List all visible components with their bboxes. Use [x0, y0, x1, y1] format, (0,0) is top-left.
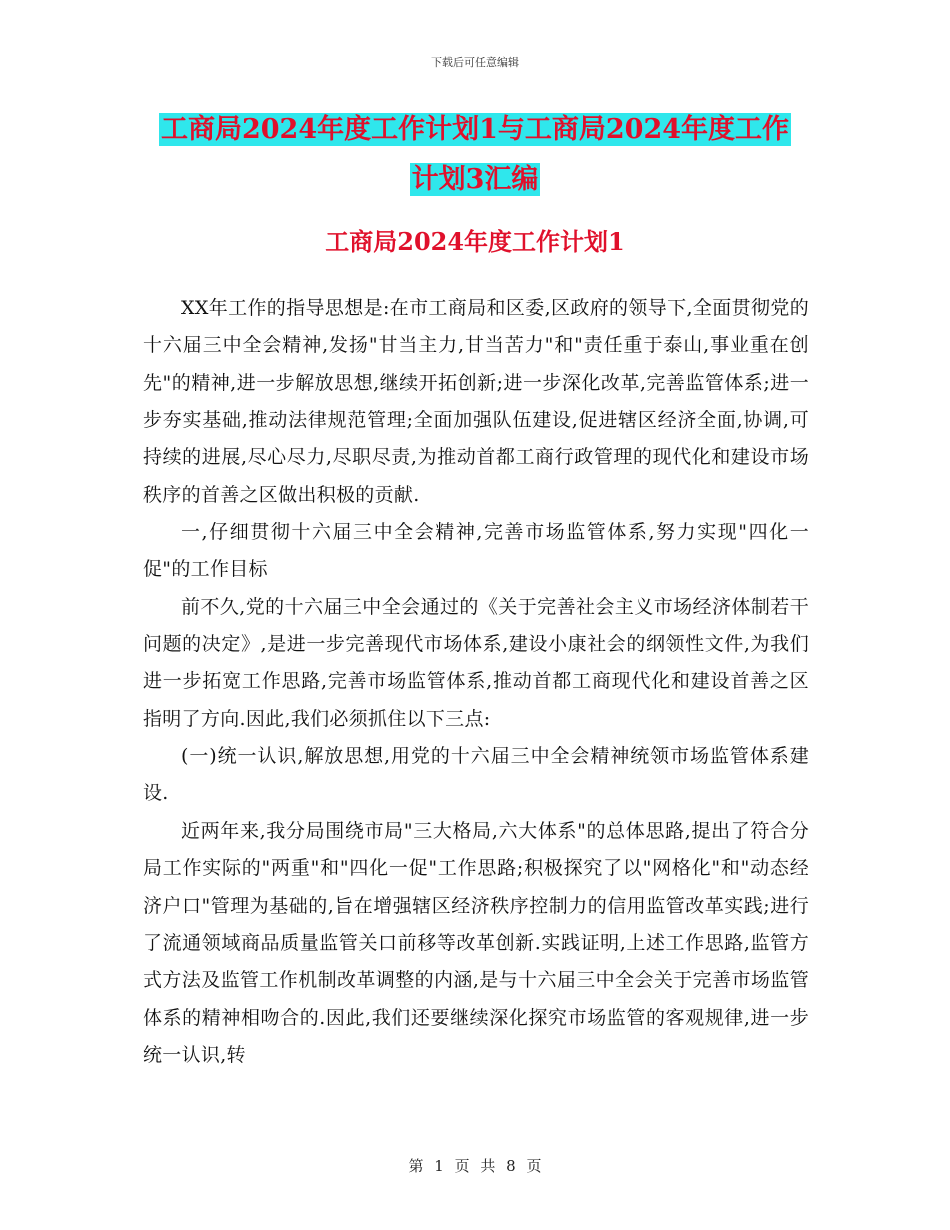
- body-text: [143, 290, 809, 1074]
- document-title-line2: 计划3汇编: [411, 164, 539, 195]
- paragraph: (一)统一认识,解放思想,用党的十六届三中全会精神统领市场监管体系建设.: [143, 745, 809, 805]
- header-note: 下载后可任意编辑: [431, 56, 519, 69]
- paragraph: 一,仔细贯彻十六届三中全会精神,完善市场监管体系,努力实现"四化一促"的工作目标: [143, 521, 809, 581]
- paragraph: 前不久,党的十六届三中全会通过的《关于完善社会主义市场经济体制若干问题的决定》,是进一步完善现代市场体系,建设小康社会的纲领性文件,为我们进一步拓宽工作思路,完善市场监管体系,推动首都工商现代化和建设首善之区指明了方向.因此,我们必须抓住以下三点:: [143, 595, 809, 730]
- page-footer: 第 1 页 共 8 页: [408, 1157, 542, 1175]
- document-title-line1: 工商局2024年度工作计划1与工商局2024年度工作: [160, 114, 790, 145]
- section-title: 工商局2024年度工作计划1: [325, 227, 625, 256]
- document-title: [0, 105, 950, 205]
- paragraph: 近两年来,我分局围绕市局"三大格局,六大体系"的总体思路,提出了符合分局工作实际的"两重"和"四化一促"工作思路;积极探究了以"网格化"和"动态经济户口"管理为基础的,旨在增强辖区经济秩序控制力的信用监管改革实践;进行了流通领域商品质量监管关口前移等改革创新.实践证明,上述工作思路,监管方式方法及监管工作机制改革调整的内涵,是与十六届三中全会关于完善市场监管体系的精神相吻合的.因此,我们还要继续深化探究市场监管的客观规律,进一步统一认识,转: [143, 819, 809, 1066]
- paragraph: XX年工作的指导思想是:在市工商局和区委,区政府的领导下,全面贯彻党的十六届三中全会精神,发扬"甘当主力,甘当苦力"和"责任重于泰山,事业重在创先"的精神,进一步解放思想,继续开拓创新;进一步深化改革,完善监管体系;进一步夯实基础,推动法律规范管理;全面加强队伍建设,促进辖区经济全面,协调,可持续的进展,尽心尽力,尽职尽责,为推动首都工商行政管理的现代化和建设市场秩序的首善之区做出积极的贡献.: [143, 297, 809, 506]
